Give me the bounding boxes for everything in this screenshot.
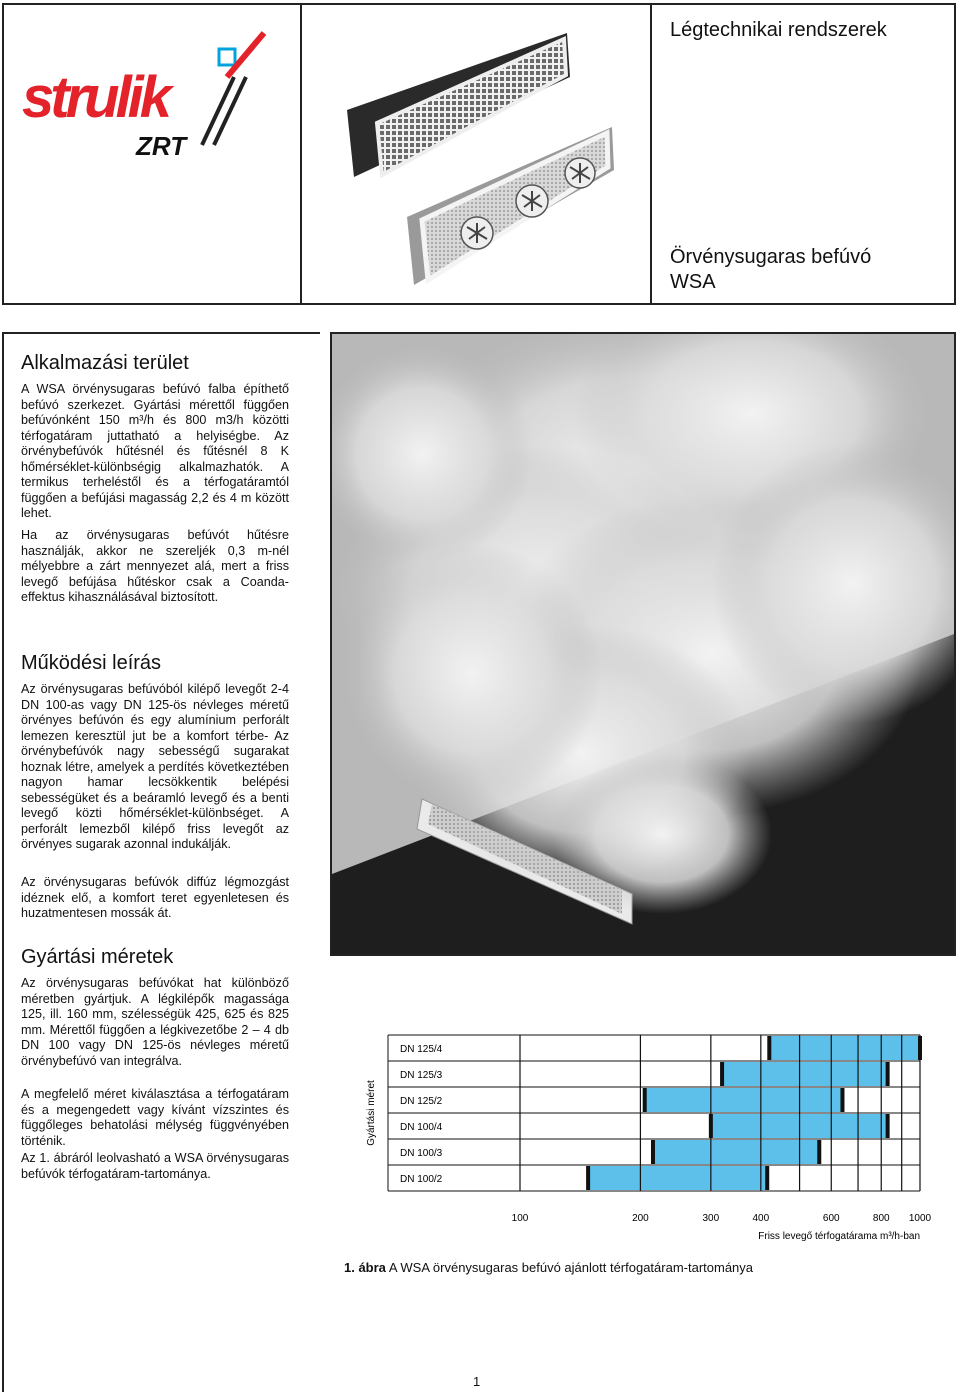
logo-wordmark: strulik (22, 65, 169, 130)
gyartasi-text-3: Az 1. ábráról leolvasható a WSA örvénysugaras befúvók térfogatáram-tartománya. (21, 1151, 289, 1181)
logo-sub: ZRT (136, 131, 187, 161)
x-tick-label: 200 (632, 1213, 649, 1224)
logo-square (219, 49, 235, 65)
bar-end-marker (586, 1166, 590, 1190)
strulik-logo (4, 5, 300, 303)
bar-end-marker (817, 1140, 821, 1164)
product-title (670, 245, 871, 295)
product-title-line1: Örvénysugaras befúvó (670, 246, 872, 268)
bar-end-marker (886, 1062, 890, 1086)
x-tick-label: 400 (752, 1213, 770, 1224)
figure-caption (344, 1260, 753, 1275)
flow-range-chart (340, 1025, 950, 1285)
product-photo (302, 3, 650, 305)
row-label: DN 125/2 (400, 1096, 443, 1107)
logo-panel (2, 3, 302, 305)
product-illustration (302, 5, 650, 303)
section-title-gyartasi: Gyártási méretek (21, 946, 174, 968)
row-label: DN 100/2 (400, 1174, 443, 1185)
figure-number: 1. ábra (344, 1260, 386, 1275)
alkalmazasi-text-2: Ha az örvénysugaras befúvót hűtésre használják, akkor ne szereljék 0,3 m-nél mélyebbre a zárt mennyezet alá, mert a friss levegő befújása hűtéskor csak a Coanda-effektus kihasználásával biztosított. (21, 528, 289, 604)
title-panel (650, 3, 956, 305)
bar-end-marker (651, 1140, 655, 1164)
bar-end-marker (709, 1114, 713, 1138)
bar-end-marker (767, 1036, 771, 1060)
bar-dn-125-2 (645, 1088, 843, 1112)
bar-end-marker (643, 1088, 647, 1112)
smoke-illustration (332, 334, 954, 954)
bar-dn-125-3 (722, 1062, 888, 1086)
alkalmazasi-text-1: A WSA örvénysugaras befúvó falba építhető befúvó szerkezet. Gyártási mérettől függően befúvónként 150 m³/h és 800 m3/h közötti térfogatáram juttatható a helyiségbe. Az örvénybefúvók hűtésnél és fűtésnél 8 K hőmérséklet-különbségig alkalmazhatók. A termikus terheléstől és a térfogatáramtól függően a befújási magasság 2,2 és 4 m között lehet. (21, 382, 289, 520)
x-tick-label: 800 (872, 1213, 890, 1224)
row-label: DN 125/3 (400, 1070, 443, 1081)
x-tick-label: 100 (511, 1213, 529, 1224)
section-title-mukodesi: Működési leírás (21, 652, 162, 674)
gyartasi-text-2: A megfelelő méret kiválasztása a térfogatáram és a megengedett vagy kívánt vízszintes és függőleges behatolási mélység függvényében történik. (21, 1087, 289, 1148)
row-label: DN 100/3 (400, 1148, 443, 1159)
x-tick-label: 1000 (908, 1213, 932, 1224)
bar-end-marker (886, 1114, 890, 1138)
text-column (2, 332, 320, 1392)
category-title: Légtechnikai rendszerek (670, 19, 887, 41)
smoke-photo (330, 332, 956, 956)
x-tick-label: 600 (822, 1213, 840, 1224)
mukodesi-text-1: Az örvénysugaras befúvóból kilépő levegőt 2-4 DN 100-as vagy DN 125-ös névleges méretű örvényes befúvón és egy alumínium perforált lemezen keresztül jut be a komfort térbe- Az örvénybefúvók nagy sebességű sugarakat hoznak létre, amelyek a perdítés következtében nagyon hamar lecsökkentik belépési sebességüket és a beáramló levegő és a benti levegő közti hőmérséklet-különbséget. A perforált lemezből kilépő friss levegőt az örvényes sugarak azonnal indukálják. (21, 682, 289, 851)
figure-caption-text: A WSA örvénysugaras befúvó ajánlott térfogatáram-tartománya (388, 1260, 754, 1275)
x-tick-label: 300 (702, 1213, 720, 1224)
mukodesi-text-2: Az örvénysugaras befúvók diffúz légmozgást idéznek elő, a komfort teret egyenletesen és huzatmentesen mossák át. (21, 875, 289, 920)
x-axis-label: Friss levegő térfogatárama m³/h-ban (758, 1231, 920, 1242)
y-axis-label: Gyártási méret (366, 1080, 377, 1146)
bar-end-marker (765, 1166, 769, 1190)
bar-end-marker (918, 1036, 922, 1060)
row-label: DN 100/4 (400, 1122, 443, 1133)
page-number: 1 (473, 1374, 481, 1389)
bar-dn-100-3 (653, 1140, 819, 1164)
bar-dn-100-2 (588, 1166, 767, 1190)
section-title-alkalmazasi: Alkalmazási terület (21, 352, 189, 374)
bar-end-marker (840, 1088, 844, 1112)
bar-dn-125-4 (769, 1036, 920, 1060)
product-title-line2: WSA (670, 271, 716, 293)
row-label: DN 125/4 (400, 1044, 443, 1055)
gyartasi-text-1: Az örvénysugaras befúvókat hat különböző méretben gyártjuk. A légkilépők magassága 125, ill. 160 mm, szélességük 425, 625 és 825 mm. Mérettől függően a légkivezetőbe 2 – 4 db DN 100 vagy DN 125-ös névleges méretű örvénybefúvó van integrálva. (21, 976, 289, 1068)
bar-end-marker (720, 1062, 724, 1086)
